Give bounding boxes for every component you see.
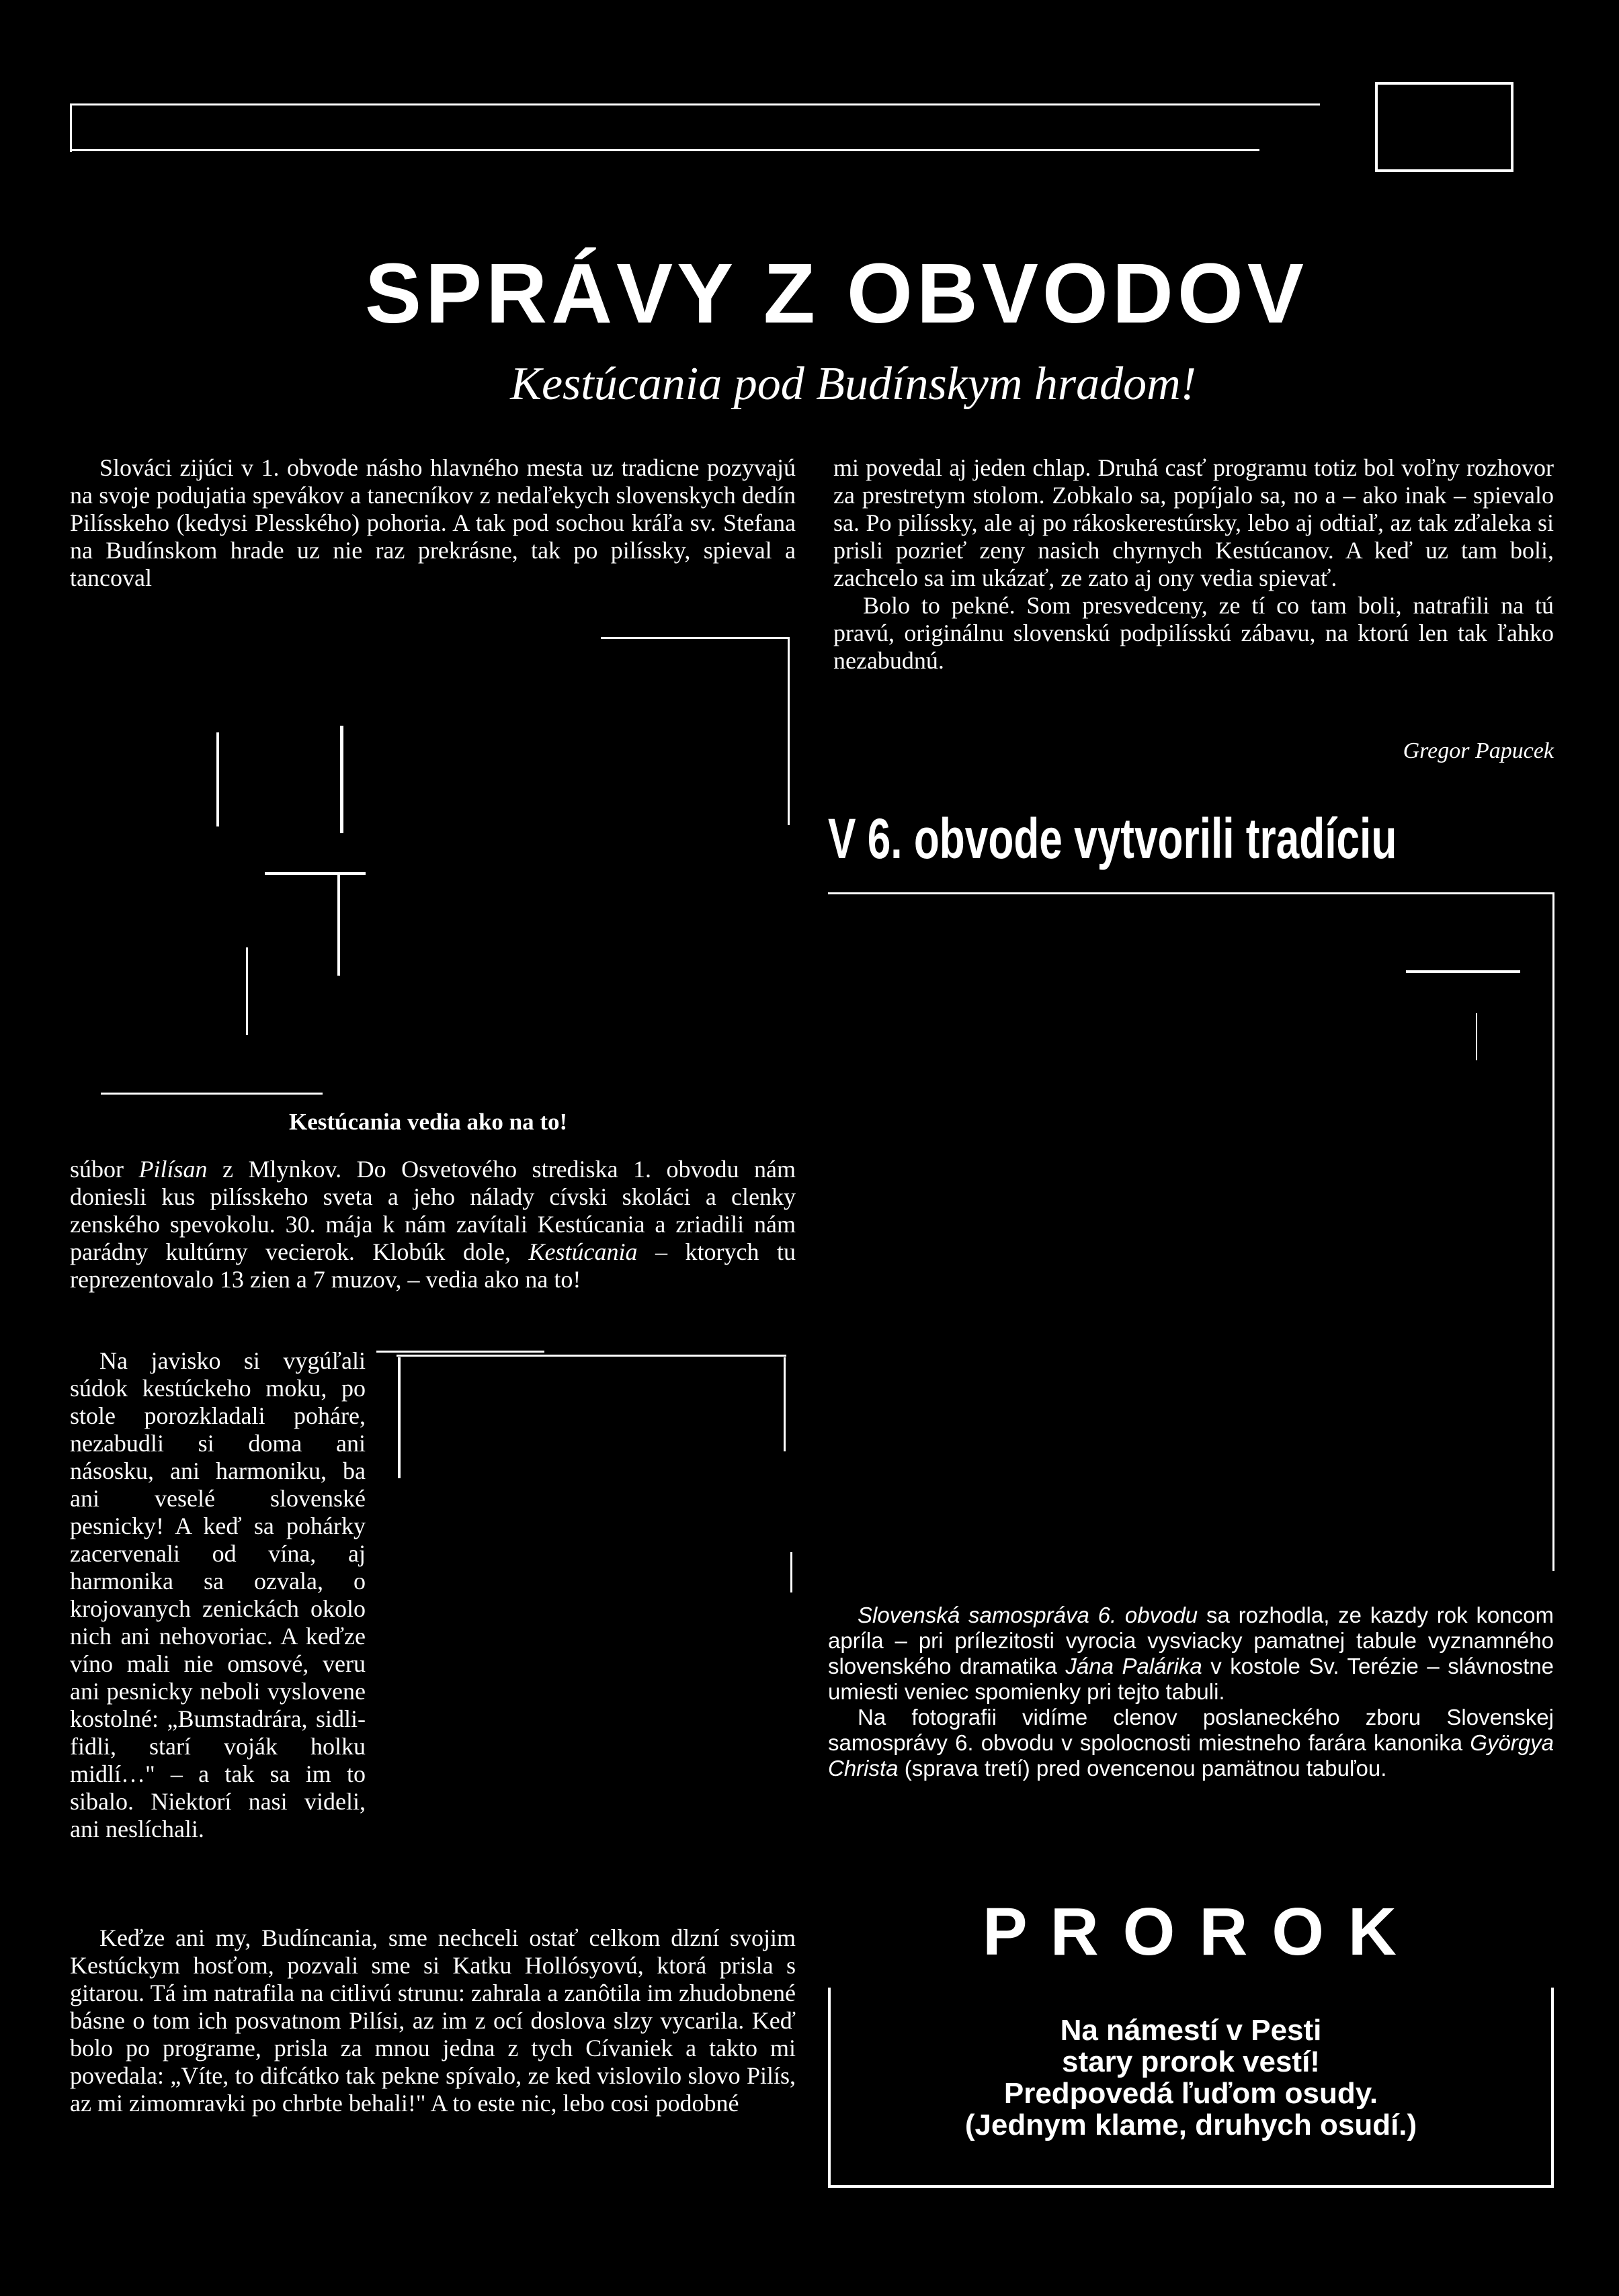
- article2-text: [828, 1603, 1554, 1781]
- article1-body-3: [70, 1924, 796, 2117]
- photo-stage: [376, 1351, 793, 1848]
- photo-tablet: [828, 892, 1561, 1584]
- article1-intro: [70, 454, 796, 592]
- article1-author: Gregor Papucek: [1403, 738, 1554, 763]
- photo-artifact: [398, 1357, 401, 1478]
- article1-body-2: [70, 1347, 366, 1843]
- ensemble-name: Pilísan: [138, 1156, 208, 1183]
- photo-artifact: [337, 875, 340, 976]
- header-rule-bottom: [70, 149, 1259, 151]
- photo-artifact: [784, 1357, 786, 1451]
- verse-line: Na námestí v Pesti: [1060, 2014, 1322, 2047]
- intro-paragraph: Slováci zijúci v 1. obvode násho hlavného mesta uz tradicne pozyvajú na svoje podujatia spevákov a tanecníkov z nedaľekych slovenskych dedín Pilísskeho (kedysi Plesského) pohoria. A tak pod sochou kráľa sv. Stefana na Budínskom hrade uz nie raz prekrásne, tak po pilíssky, spieval a tancoval: [70, 454, 796, 591]
- photo-artifact: [246, 947, 248, 1035]
- photo-artifact: [788, 637, 790, 825]
- prorok-verse: [831, 2014, 1551, 2141]
- verse-line: (Jednym klame, druhych osudí.): [964, 2109, 1417, 2141]
- christ-name: Györgya Christa: [828, 1730, 1554, 1781]
- right-paragraph-1: mi povedal aj jeden chlap. Druhá casť programu totiz bol voľny rozhovor za prestretym stolom. Zobkalo sa, popíjalo sa, no a – ako inak – spievalo sa. Po pilíssky, ale aj po rákoskerestúrsky, lebo aj odtiaľ, az tak zďaleka si prisli pozrieť zeny nasich chyrnych Kestúcanov. A keď uz tam boli, zachcelo sa im ukázať, ze zato aj ony vedia spievať.: [833, 454, 1554, 591]
- samosprava-name: Slovenská samospráva 6. obvodu: [858, 1603, 1198, 1627]
- section-title: SPRÁVY Z OBVODOV: [365, 246, 1308, 341]
- photo-artifact: [340, 726, 343, 833]
- right-paragraph-2: Bolo to pekné. Som presvedceny, ze tí co tam boli, natrafili na tú pravú, originálnu slovenskú podpilísskú zábavu, na ktorú len tak ľahko nezabudnú.: [833, 592, 1554, 674]
- prorok-box: [828, 1988, 1554, 2188]
- photo-artifact: [1476, 1013, 1477, 1060]
- article2-paragraph-1: Slovenská samospráva 6. obvodu sa rozhodla, ze kazdy rok koncom apríla – pri prílezitosti vyrocia vysviacky pamatnej tabule vyznamného slovenského dramatika Jána Palárika v kostole Sv. Terézie – slávnostne umiesti veniec spomienky pri tejto tabuli.: [828, 1603, 1554, 1704]
- header-rule-left: [70, 103, 72, 152]
- article1-right-column: [833, 454, 1554, 675]
- photo-artifact: [601, 637, 789, 639]
- header-box: [1375, 82, 1513, 172]
- photo-artifact: [216, 732, 219, 826]
- article2-paragraph-2: Na fotografii vidíme clenov poslaneckého zboru Slovenskej samosprávy 6. obvodu v spolocnosti miestneho farára kanonika Györgya Christa (sprava tretí) pred ovencenou pamätnou tabuľou.: [828, 1705, 1554, 1781]
- photo-frame-top: [828, 892, 1554, 894]
- verse-line: Predpovedá ľuďom osudy.: [1003, 2077, 1378, 2110]
- photo-kestucania: [70, 632, 796, 1075]
- photo-artifact: [790, 1552, 792, 1592]
- body-paragraph-1: súbor Pilísan z Mlynkov. Do Osvetového strediska 1. obvodu nám doniesli kus pilísskeho sveta a jeho nálady cívski skoláci a clenky zenského spevokolu. 30. mája k nám zavítali Kestúcania a zriadili nám parádny kultúrny vecierok. Klobúk dole, Kestúcania – ktorych tu reprezentovalo 13 zien a 7 muzov, – vedia ako na to!: [70, 1156, 796, 1293]
- group-name: Kestúcania: [528, 1238, 638, 1265]
- photo-artifact: [101, 1093, 323, 1095]
- body-paragraph-2: Na javisko si vygúľali súdok kestúckeho moku, po stole porozkladali poháre, nezabudli si doma ani násosku, ani harmoniku, ba ani veselé slovenské pesnicky! A keď sa pohárky zacervenali od vína, aj harmonika sa ozvala, o krojovanych zenickách okolo nich ani nehovoriac. A keďze víno mali nie omsové, veru ani pesnicky neboli vyslovene kostolné: „Bumstadrára, sidli-fidli, starí voják holku midlí…" – a tak sa im to sibalo. Niektorí nasi videli, ani neslíchali.: [70, 1347, 366, 1842]
- photo-artifact: [376, 1351, 544, 1353]
- body-paragraph-3: Keďze ani my, Budíncania, sme nechceli ostať celkom dlzní svojim Kestúckym hosťom, pozvali sme si Katku Hollósyovú, ktorá prisla s gitarou. Tá im natrafila na citlivú strunu: zahrala a zanôtila im zhudobnené básne o tom ich posvatnom Pilísi, az im z ocí doslova slzy vycarila. Keď bolo po programe, prisla za mnou jedna z tych Cívaniek a takto mi povedala: „Víte, to difcátko tak pekne spívalo, ze ked vislovilo slovo Pilís, az mi zimomravki po chrbte behali!" A to este nic, lebo cosi podobné: [70, 1924, 796, 2117]
- photo-artifact: [265, 872, 366, 875]
- photo-artifact: [397, 1355, 786, 1357]
- photo-frame-right: [1552, 892, 1554, 1571]
- article1-headline: Kestúcania pod Budínskym hradom!: [510, 358, 1196, 410]
- photo-caption: Kestúcania vedia ako na to!: [289, 1109, 568, 1135]
- article2-headline: V 6. obvode vytvorili tradíciu: [828, 807, 1397, 870]
- prorok-title: P R O R O K: [982, 1894, 1400, 1969]
- photo-artifact: [1406, 970, 1520, 973]
- palarik-name: Jána Palárika: [1065, 1654, 1202, 1678]
- verse-line: stary prorok vestí!: [1062, 2045, 1320, 2078]
- article1-body-1: [70, 1156, 796, 1293]
- header-rule-top: [70, 103, 1320, 105]
